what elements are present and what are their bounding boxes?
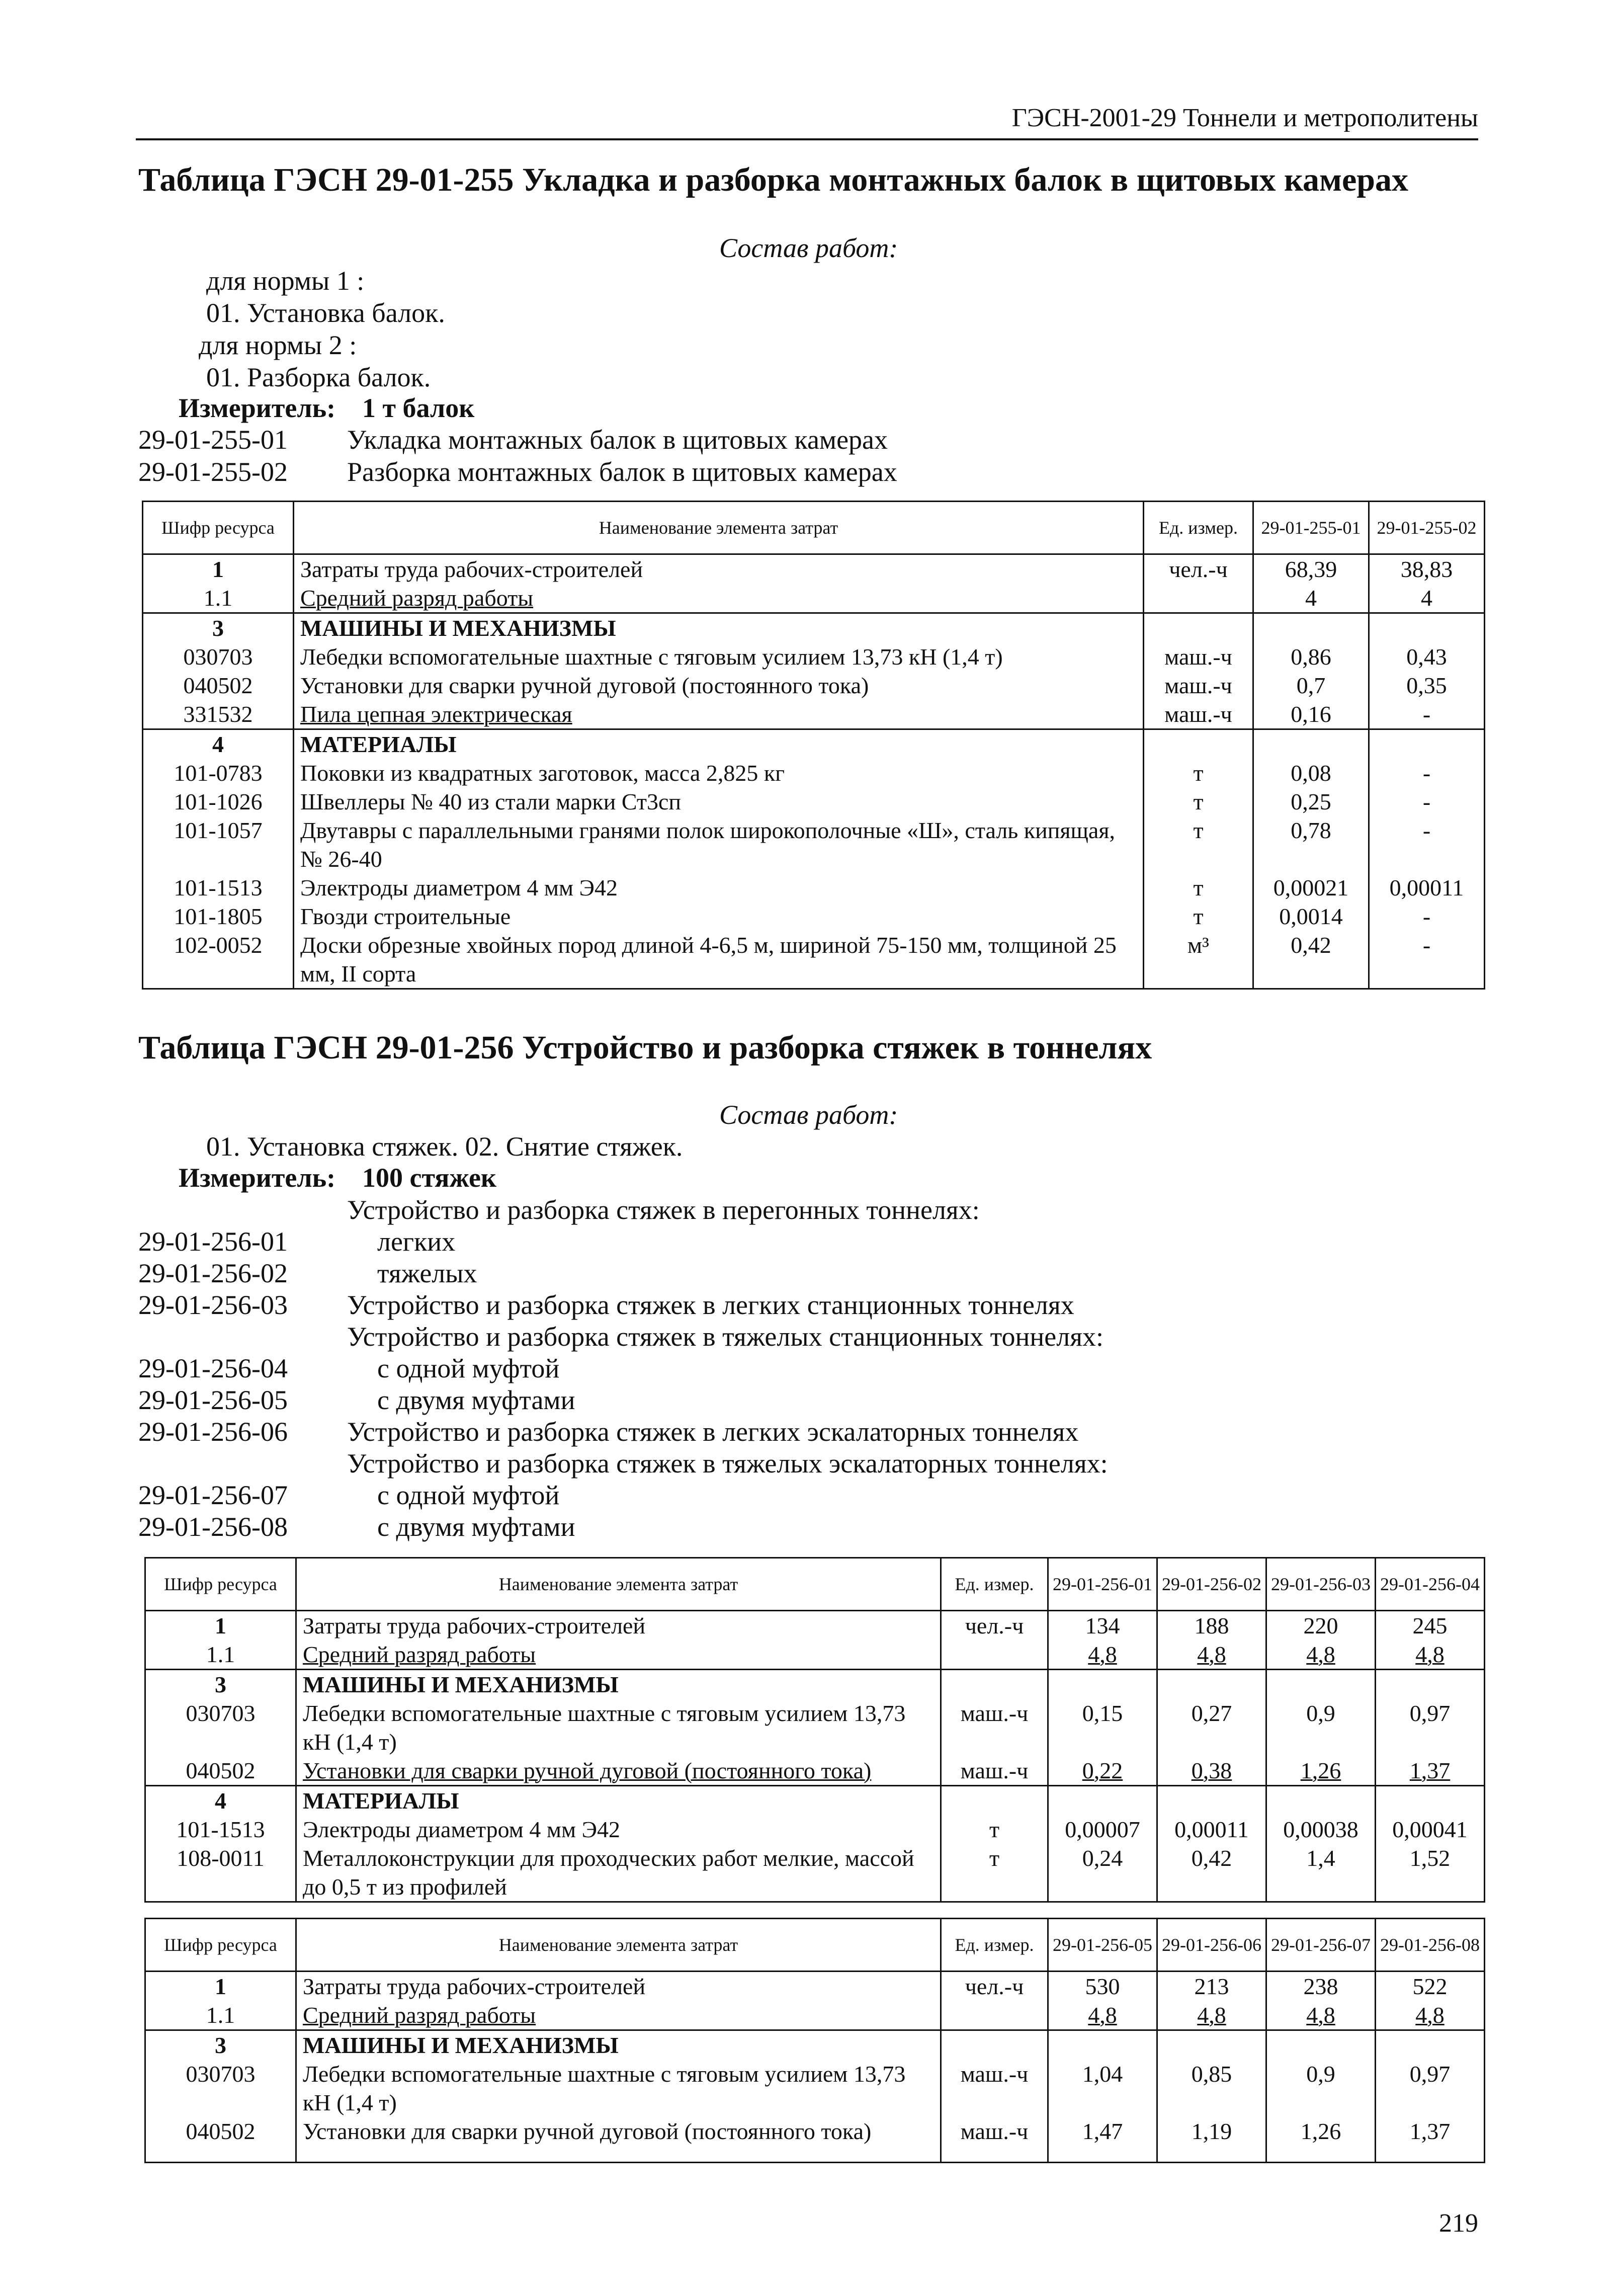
- section-code: 3: [145, 2030, 296, 2060]
- table-255-composition-title: Состав работ:: [719, 233, 898, 263]
- resource-table-256-part-2: [144, 1918, 1485, 2163]
- norm-value: 0,00011: [1369, 873, 1485, 902]
- resource-name: Затраты труда рабочих-строителей: [294, 554, 1144, 584]
- resource-unit: т: [1144, 787, 1253, 816]
- section-row: [145, 2030, 1485, 2060]
- resource-unit: [1144, 584, 1253, 613]
- resource-unit: маш.-ч: [941, 2117, 1048, 2162]
- norm-value: 0,85: [1157, 2060, 1266, 2117]
- table-row: [145, 2001, 1485, 2030]
- norm-text: с одной муфтой: [377, 1480, 560, 1510]
- header-cell: Наименование элемента затрат: [296, 1919, 941, 1972]
- resource-code: 101-1057: [143, 816, 294, 873]
- norm-text: тяжелых: [377, 1258, 477, 1288]
- section-row: [145, 1670, 1485, 1699]
- composition-line: для нормы 2 :: [199, 330, 357, 360]
- norm-value: -: [1369, 700, 1485, 729]
- resource-table-256-part-1: [144, 1557, 1485, 1903]
- resource-code: 108-0011: [145, 1844, 296, 1902]
- resource-name: Металлоконструкции для проходческих работ мелкие, массой до 0,5 т из профилей: [296, 1844, 941, 1902]
- header-rule: [136, 138, 1478, 140]
- norm-value: 4,8: [1266, 2001, 1376, 2030]
- header-cell: 29-01-256-07: [1266, 1919, 1376, 1972]
- resource-unit: [1144, 729, 1253, 759]
- norm-value: 0,16: [1253, 700, 1369, 729]
- norm-value: [1048, 1786, 1157, 1816]
- resource-name: Двутавры с параллельными гранями полок широкополочные «Ш», сталь кипящая, № 26-40: [294, 816, 1144, 873]
- header-cell: 29-01-256-04: [1376, 1558, 1485, 1611]
- table-row: [145, 1756, 1485, 1786]
- table-256-composition-title: Состав работ:: [719, 1100, 898, 1130]
- resource-unit: маш.-ч: [941, 1699, 1048, 1756]
- norm-value: 0,78: [1253, 816, 1369, 873]
- table-row: [143, 584, 1485, 613]
- norm-value: 1,47: [1048, 2117, 1157, 2162]
- norm-value: 4: [1369, 584, 1485, 613]
- norm-value: [1266, 1786, 1376, 1816]
- norm-value: 4,8: [1048, 1640, 1157, 1670]
- norm-value: [1253, 613, 1369, 643]
- header-cell: 29-01-255-02: [1369, 502, 1485, 554]
- header-cell: Ед. измер.: [941, 1558, 1048, 1611]
- section-row: [145, 1786, 1485, 1816]
- resource-code: 1.1: [143, 584, 294, 613]
- resource-name: Средний разряд работы: [296, 1640, 941, 1670]
- table-row: [143, 816, 1485, 873]
- resource-unit: чел.-ч: [941, 1972, 1048, 2001]
- header-cell: 29-01-256-05: [1048, 1919, 1157, 1972]
- norm-code: 29-01-256-03: [138, 1290, 288, 1320]
- norm-text: Устройство и разборка стяжек в перегонных тоннелях:: [347, 1195, 980, 1225]
- resource-code: 040502: [145, 2117, 296, 2162]
- norm-value: 0,86: [1253, 642, 1369, 671]
- norm-code: 29-01-255-01: [138, 425, 288, 455]
- section-row: [143, 613, 1485, 643]
- table-row: [145, 1699, 1485, 1756]
- norm-code: 29-01-256-04: [138, 1353, 288, 1383]
- norm-value: 4,8: [1157, 1640, 1266, 1670]
- table-row: [143, 642, 1485, 671]
- norm-value: 0,27: [1157, 1699, 1266, 1756]
- norm-value: 38,83: [1369, 554, 1485, 584]
- table-row: [145, 1611, 1485, 1641]
- resource-unit: [941, 1786, 1048, 1816]
- section-name: МАШИНЫ И МЕХАНИЗМЫ: [296, 1670, 941, 1699]
- resource-unit: т: [1144, 873, 1253, 902]
- header-cell: 29-01-256-06: [1157, 1919, 1266, 1972]
- norm-value: 0,42: [1157, 1844, 1266, 1902]
- norm-code: 29-01-256-02: [138, 1258, 288, 1288]
- table-row: [143, 787, 1485, 816]
- table-row: [143, 671, 1485, 700]
- resource-code: 101-0783: [143, 759, 294, 787]
- norm-code: 29-01-256-05: [138, 1385, 288, 1415]
- table-row: [145, 1972, 1485, 2001]
- norm-text: Устройство и разборка стяжек в легких станционных тоннелях: [347, 1290, 1074, 1320]
- resource-name: Установки для сварки ручной дуговой (постоянного тока): [296, 1756, 941, 1786]
- norm-value: -: [1369, 902, 1485, 931]
- header-cell: Ед. измер.: [1144, 502, 1253, 554]
- resource-name: Гвозди строительные: [294, 902, 1144, 931]
- norm-text: с двумя муфтами: [377, 1512, 575, 1542]
- norm-value: 1,37: [1376, 2117, 1485, 2162]
- norm-value: 0,00021: [1253, 873, 1369, 902]
- resource-name: Лебедки вспомогательные шахтные с тяговым усилием 13,73 кН (1,4 т): [294, 642, 1144, 671]
- resource-unit: [941, 1670, 1048, 1699]
- norm-value: [1266, 1670, 1376, 1699]
- table-row: [143, 700, 1485, 729]
- resource-code: 101-1513: [145, 1815, 296, 1844]
- table-256-measure-value: 100 стяжек: [362, 1163, 497, 1193]
- resource-code: 040502: [145, 1756, 296, 1786]
- resource-name: Электроды диаметром 4 мм Э42: [294, 873, 1144, 902]
- norm-value: 245: [1376, 1611, 1485, 1641]
- norm-value: 0,9: [1266, 1699, 1376, 1756]
- norm-value: [1376, 1670, 1485, 1699]
- section-code: 3: [145, 1670, 296, 1699]
- table-row: [143, 554, 1485, 584]
- table-255-title: Таблица ГЭСН 29-01-255 Укладка и разборка монтажных балок в щитовых камерах: [138, 161, 1408, 198]
- resource-name: Затраты труда рабочих-строителей: [296, 1972, 941, 2001]
- resource-name: Средний разряд работы: [294, 584, 1144, 613]
- header-cell: Шифр ресурса: [143, 502, 294, 554]
- norm-value: 0,00038: [1266, 1815, 1376, 1844]
- norm-text: с одной муфтой: [377, 1353, 560, 1383]
- norm-value: 134: [1048, 1611, 1157, 1641]
- header-cell: 29-01-256-01: [1048, 1558, 1157, 1611]
- resource-code: 101-1513: [143, 873, 294, 902]
- norm-value: 0,43: [1369, 642, 1485, 671]
- table-row: [145, 1640, 1485, 1670]
- norm-code: 29-01-255-02: [138, 457, 288, 487]
- norm-value: [1157, 1670, 1266, 1699]
- resource-code: 030703: [145, 1699, 296, 1756]
- table-256-measure-label: Измеритель:: [179, 1163, 336, 1193]
- norm-value: 1,19: [1157, 2117, 1266, 2162]
- resource-unit: маш.-ч: [941, 1756, 1048, 1786]
- norm-value: 0,22: [1048, 1756, 1157, 1786]
- norm-value: [1369, 729, 1485, 759]
- norm-value: 0,00007: [1048, 1815, 1157, 1844]
- section-name: МАШИНЫ И МЕХАНИЗМЫ: [294, 613, 1144, 643]
- norm-value: -: [1369, 816, 1485, 873]
- table-row: [143, 902, 1485, 931]
- table-row: [143, 873, 1485, 902]
- resource-name: Лебедки вспомогательные шахтные с тяговым усилием 13,73 кН (1,4 т): [296, 1699, 941, 1756]
- resource-unit: [1144, 613, 1253, 643]
- norm-value: [1048, 2030, 1157, 2060]
- norm-value: [1376, 1786, 1485, 1816]
- resource-code: 1: [145, 1611, 296, 1641]
- norm-value: 213: [1157, 1972, 1266, 2001]
- norm-value: 1,4: [1266, 1844, 1376, 1902]
- composition-line: 01. Установка стяжек. 02. Снятие стяжек.: [206, 1131, 683, 1162]
- norm-code: 29-01-256-07: [138, 1480, 288, 1510]
- resource-unit: маш.-ч: [1144, 642, 1253, 671]
- norm-value: -: [1369, 759, 1485, 787]
- page-number: 219: [1439, 2209, 1478, 2238]
- resource-name: Доски обрезные хвойных пород длиной 4-6,5 м, шириной 75-150 мм, толщиной 25 мм, II сорта: [294, 931, 1144, 989]
- norm-text: Разборка монтажных балок в щитовых камерах: [347, 457, 897, 487]
- table-row: [145, 1815, 1485, 1844]
- table-header-row: [143, 502, 1485, 554]
- table-row: [143, 931, 1485, 989]
- header-cell: 29-01-256-02: [1157, 1558, 1266, 1611]
- norm-value: 0,00041: [1376, 1815, 1485, 1844]
- resource-unit: т: [941, 1844, 1048, 1902]
- resource-name: Пила цепная электрическая: [294, 700, 1144, 729]
- table-row: [143, 759, 1485, 787]
- resource-unit: т: [941, 1815, 1048, 1844]
- norm-value: 0,97: [1376, 1699, 1485, 1756]
- norm-value: 0,25: [1253, 787, 1369, 816]
- header-cell: 29-01-255-01: [1253, 502, 1369, 554]
- table-255-measure-label: Измеритель:: [179, 393, 336, 423]
- table-row: [145, 2117, 1485, 2162]
- resource-unit: [941, 1640, 1048, 1670]
- table-header-row: [145, 1919, 1485, 1972]
- norm-value: 0,08: [1253, 759, 1369, 787]
- norm-value: 4,8: [1266, 1640, 1376, 1670]
- norm-value: 0,00011: [1157, 1815, 1266, 1844]
- resource-unit: маш.-ч: [941, 2060, 1048, 2117]
- norm-value: 522: [1376, 1972, 1485, 2001]
- resource-code: 040502: [143, 671, 294, 700]
- running-header: ГЭСН-2001-29 Тоннели и метрополитены: [1011, 104, 1478, 132]
- norm-value: 0,7: [1253, 671, 1369, 700]
- section-code: 4: [145, 1786, 296, 1816]
- header-cell: Шифр ресурса: [145, 1558, 296, 1611]
- table-row: [145, 2060, 1485, 2117]
- norm-text: с двумя муфтами: [377, 1385, 575, 1415]
- resource-name: Поковки из квадратных заготовок, масса 2,825 кг: [294, 759, 1144, 787]
- header-cell: Ед. измер.: [941, 1919, 1048, 1972]
- resource-code: 030703: [143, 642, 294, 671]
- norm-value: [1253, 729, 1369, 759]
- resource-code: 331532: [143, 700, 294, 729]
- resource-unit: [941, 2030, 1048, 2060]
- norm-value: 4: [1253, 584, 1369, 613]
- norm-code: 29-01-256-08: [138, 1512, 288, 1542]
- norm-value: 0,15: [1048, 1699, 1157, 1756]
- norm-value: 1,26: [1266, 1756, 1376, 1786]
- header-cell: 29-01-256-08: [1376, 1919, 1485, 1972]
- header-cell: Наименование элемента затрат: [294, 502, 1144, 554]
- norm-value: 1,04: [1048, 2060, 1157, 2117]
- norm-value: 1,52: [1376, 1844, 1485, 1902]
- resource-unit: маш.-ч: [1144, 671, 1253, 700]
- resource-name: Средний разряд работы: [296, 2001, 941, 2030]
- norm-text: Устройство и разборка стяжек в легких эскалаторных тоннелях: [347, 1417, 1079, 1447]
- header-cell: 29-01-256-03: [1266, 1558, 1376, 1611]
- resource-unit: [941, 2001, 1048, 2030]
- resource-name: Установки для сварки ручной дуговой (постоянного тока): [296, 2117, 941, 2162]
- section-code: 3: [143, 613, 294, 643]
- resource-name: Электроды диаметром 4 мм Э42: [296, 1815, 941, 1844]
- norm-value: 0,35: [1369, 671, 1485, 700]
- table-header-row: [145, 1558, 1485, 1611]
- norm-value: [1369, 613, 1485, 643]
- resource-table-255: [142, 501, 1485, 990]
- resource-unit: чел.-ч: [941, 1611, 1048, 1641]
- resource-code: 1.1: [145, 1640, 296, 1670]
- norm-value: -: [1369, 787, 1485, 816]
- norm-value: 0,97: [1376, 2060, 1485, 2117]
- section-row: [143, 729, 1485, 759]
- norm-value: [1048, 1670, 1157, 1699]
- norm-value: 1,26: [1266, 2117, 1376, 2162]
- resource-unit: м³: [1144, 931, 1253, 989]
- section-name: МАТЕРИАЛЫ: [294, 729, 1144, 759]
- section-name: МАТЕРИАЛЫ: [296, 1786, 941, 1816]
- norm-value: 1,37: [1376, 1756, 1485, 1786]
- norm-value: 0,9: [1266, 2060, 1376, 2117]
- resource-name: Швеллеры № 40 из стали марки Ст3сп: [294, 787, 1144, 816]
- table-255-measure-value: 1 т балок: [362, 393, 475, 423]
- norm-text: Устройство и разборка стяжек в тяжелых эскалаторных тоннелях:: [347, 1448, 1108, 1479]
- section-name: МАШИНЫ И МЕХАНИЗМЫ: [296, 2030, 941, 2060]
- resource-code: 030703: [145, 2060, 296, 2117]
- norm-value: 238: [1266, 1972, 1376, 2001]
- resource-code: 102-0052: [143, 931, 294, 989]
- norm-value: 68,39: [1253, 554, 1369, 584]
- composition-line: 01. Установка балок.: [206, 298, 445, 328]
- resource-unit: маш.-ч: [1144, 700, 1253, 729]
- resource-code: 101-1026: [143, 787, 294, 816]
- resource-name: Лебедки вспомогательные шахтные с тяговым усилием 13,73 кН (1,4 т): [296, 2060, 941, 2117]
- norm-code: 29-01-256-06: [138, 1417, 288, 1447]
- composition-line: для нормы 1 :: [206, 266, 365, 296]
- resource-unit: чел.-ч: [1144, 554, 1253, 584]
- table-row: [145, 1844, 1485, 1902]
- norm-value: 0,0014: [1253, 902, 1369, 931]
- header-cell: Наименование элемента затрат: [296, 1558, 941, 1611]
- norm-value: [1157, 1786, 1266, 1816]
- resource-code: 1: [145, 1972, 296, 2001]
- composition-line: 01. Разборка балок.: [206, 362, 431, 392]
- resource-code: 101-1805: [143, 902, 294, 931]
- resource-code: 1: [143, 554, 294, 584]
- norm-value: 188: [1157, 1611, 1266, 1641]
- resource-unit: т: [1144, 759, 1253, 787]
- norm-text: Устройство и разборка стяжек в тяжелых станционных тоннелях:: [347, 1322, 1104, 1352]
- resource-unit: т: [1144, 816, 1253, 873]
- norm-text: легких: [377, 1226, 456, 1257]
- resource-code: 1.1: [145, 2001, 296, 2030]
- resource-name: Установки для сварки ручной дуговой (постоянного тока): [294, 671, 1144, 700]
- norm-value: 0,38: [1157, 1756, 1266, 1786]
- resource-unit: т: [1144, 902, 1253, 931]
- norm-value: 4,8: [1157, 2001, 1266, 2030]
- norm-value: -: [1369, 931, 1485, 989]
- table-256-title: Таблица ГЭСН 29-01-256 Устройство и разборка стяжек в тоннелях: [138, 1029, 1152, 1066]
- resource-name: Затраты труда рабочих-строителей: [296, 1611, 941, 1641]
- norm-text: Укладка монтажных балок в щитовых камерах: [347, 425, 888, 455]
- norm-value: [1266, 2030, 1376, 2060]
- norm-value: 220: [1266, 1611, 1376, 1641]
- header-cell: Шифр ресурса: [145, 1919, 296, 1972]
- norm-value: 4,8: [1048, 2001, 1157, 2030]
- section-code: 4: [143, 729, 294, 759]
- norm-value: 4,8: [1376, 1640, 1485, 1670]
- norm-value: [1157, 2030, 1266, 2060]
- norm-code: 29-01-256-01: [138, 1226, 288, 1257]
- norm-value: 0,42: [1253, 931, 1369, 989]
- norm-value: [1376, 2030, 1485, 2060]
- norm-value: 4,8: [1376, 2001, 1485, 2030]
- norm-value: 0,24: [1048, 1844, 1157, 1902]
- norm-value: 530: [1048, 1972, 1157, 2001]
